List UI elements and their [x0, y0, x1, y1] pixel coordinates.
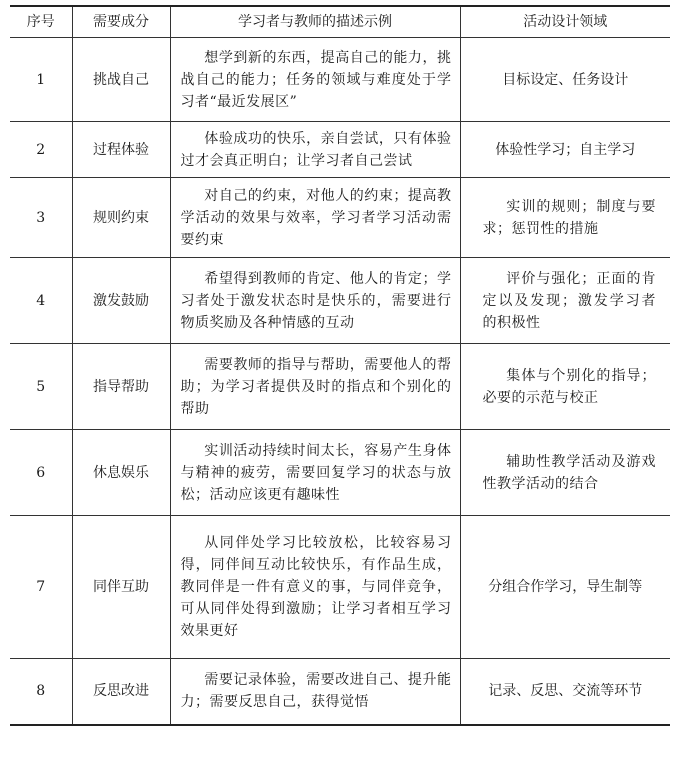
cell-need: 指导帮助: [72, 344, 170, 430]
cell-description: 体验成功的快乐，亲自尝试，只有体验过才会真正明白；让学习者自己尝试: [170, 122, 460, 178]
cell-activity-field: 分组合作学习，导生制等: [460, 516, 670, 659]
header-number: 序号: [10, 6, 72, 38]
header-need: 需要成分: [72, 6, 170, 38]
cell-need: 规则约束: [72, 178, 170, 258]
header-description: 学习者与教师的描述示例: [170, 6, 460, 38]
cell-activity-field: 记录、反思、交流等环节: [460, 659, 670, 725]
cell-number: 8: [10, 659, 72, 725]
cell-description: 需要记录体验，需要改进自己、提升能力；需要反思自己，获得觉悟: [170, 659, 460, 725]
cell-description: 实训活动持续时间太长，容易产生身体与精神的疲劳，需要回复学习的状态与放松；活动应该更有趣味性: [170, 430, 460, 516]
cell-need: 挑战自己: [72, 38, 170, 122]
table-row: [10, 659, 670, 725]
cell-number: 4: [10, 258, 72, 344]
table-row: [10, 122, 670, 178]
cell-number: 1: [10, 38, 72, 122]
cell-activity-field: 目标设定、任务设计: [460, 38, 670, 122]
cell-activity-field: 体验性学习；自主学习: [460, 122, 670, 178]
cell-description: 想学到新的东西，提高自己的能力，挑战自己的能力；任务的领域与难度处于学习者“最近发展区”: [170, 38, 460, 122]
cell-need: 过程体验: [72, 122, 170, 178]
table-row: [10, 38, 670, 122]
cell-number: 5: [10, 344, 72, 430]
header-activity-field: 活动设计领域: [460, 6, 670, 38]
cell-activity-field: 实训的规则；制度与要求；惩罚性的措施: [460, 178, 670, 258]
header-row: [10, 6, 670, 38]
cell-number: 2: [10, 122, 72, 178]
table-row: [10, 344, 670, 430]
cell-description: 希望得到教师的肯定、他人的肯定；学习者处于激发状态时是快乐的，需要进行物质奖励及各种情感的互动: [170, 258, 460, 344]
cell-description: 从同伴处学习比较放松，比较容易习得，同伴间互动比较快乐，有作品生成，教同伴是一件有意义的事，与同伴竞争，可从同伴处得到激励；让学习者相互学习效果更好: [170, 516, 460, 659]
cell-activity-field: 辅助性教学活动及游戏性教学活动的结合: [460, 430, 670, 516]
table-row: [10, 178, 670, 258]
cell-activity-field: 评价与强化；正面的肯定以及发现；激发学习者的积极性: [460, 258, 670, 344]
cell-need: 休息娱乐: [72, 430, 170, 516]
needs-activity-table: [10, 5, 670, 726]
cell-activity-field: 集体与个别化的指导；必要的示范与校正: [460, 344, 670, 430]
cell-number: 6: [10, 430, 72, 516]
cell-description: 需要教师的指导与帮助，需要他人的帮助；为学习者提供及时的指点和个别化的帮助: [170, 344, 460, 430]
cell-description: 对自己的约束，对他人的约束；提高教学活动的效果与效率，学习者学习活动需要约束: [170, 178, 460, 258]
table-row: [10, 516, 670, 659]
cell-need: 同伴互助: [72, 516, 170, 659]
cell-need: 激发鼓励: [72, 258, 170, 344]
cell-number: 7: [10, 516, 72, 659]
cell-need: 反思改进: [72, 659, 170, 725]
table-row: [10, 430, 670, 516]
cell-number: 3: [10, 178, 72, 258]
table-row: [10, 258, 670, 344]
